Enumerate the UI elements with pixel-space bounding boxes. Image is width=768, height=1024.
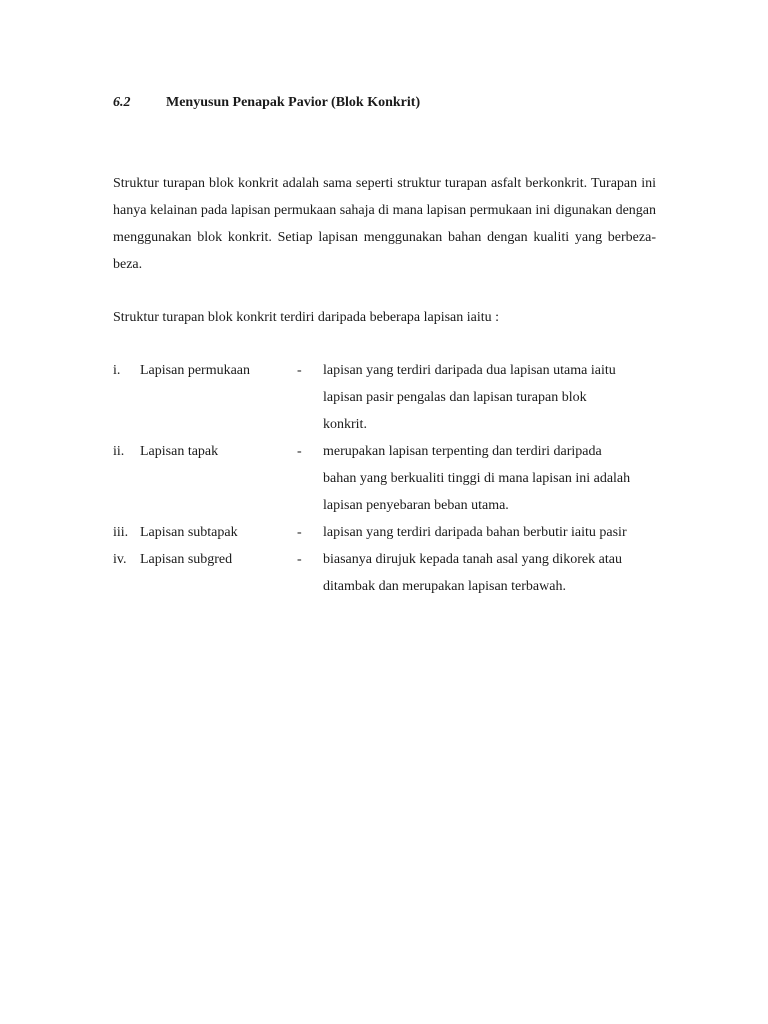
list-item [113, 546, 673, 600]
list-item-term: Lapisan tapak [140, 444, 219, 459]
description-line: merupakan lapisan terpenting dan terdiri daripada [323, 444, 602, 459]
list-item-description [323, 546, 658, 600]
list-item [113, 438, 673, 519]
list-item-description [323, 357, 658, 438]
list-item-numeral: i. [113, 363, 121, 378]
layer-list [113, 357, 673, 600]
description-line: biasanya dirujuk kepada tanah asal yang dikorek atau [323, 552, 622, 567]
list-item-dash: - [297, 552, 302, 567]
list-item-dash: - [297, 525, 302, 540]
description-line: lapisan yang terdiri daripada bahan berbutir iaitu pasir [323, 525, 627, 540]
description-line: bahan yang berkualiti tinggi di mana lapisan ini adalah [323, 471, 631, 486]
section-number: 6.2 [113, 95, 131, 110]
description-line: ditambak dan merupakan lapisan terbawah. [323, 579, 566, 594]
description-line: lapisan pasir pengalas dan lapisan turapan blok [323, 390, 587, 405]
layers-intro-paragraph: Struktur turapan blok konkrit terdiri daripada beberapa lapisan iaitu : [113, 310, 500, 325]
list-item-term: Lapisan subtapak [140, 525, 238, 540]
description-line: lapisan yang terdiri daripada dua lapisan utama iaitu [323, 363, 616, 378]
list-item [113, 519, 673, 546]
list-item-term: Lapisan permukaan [140, 363, 251, 378]
description-line: konkrit. [323, 417, 367, 432]
list-item-description [323, 519, 658, 546]
list-item-numeral: iv. [113, 552, 127, 567]
list-item-numeral: iii. [113, 525, 129, 540]
list-item-dash: - [297, 444, 302, 459]
description-line: lapisan penyebaran beban utama. [323, 498, 509, 513]
list-item-numeral: ii. [113, 444, 125, 459]
section-title: Menyusun Penapak Pavior (Blok Konkrit) [166, 95, 421, 110]
list-item [113, 357, 673, 438]
list-item-term: Lapisan subgred [140, 552, 233, 567]
intro-paragraph: Struktur turapan blok konkrit adalah sama seperti struktur turapan asfalt berkonkrit. Turapan ini hanya kelainan pada lapisan permukaan sahaja di mana lapisan permukaan ini digunakan dengan menggunakan blok konkrit. Setiap lapisan menggunakan bahan dengan kualiti yang berbeza-beza. [113, 176, 656, 272]
list-item-dash: - [297, 363, 302, 378]
list-item-description [323, 438, 658, 519]
